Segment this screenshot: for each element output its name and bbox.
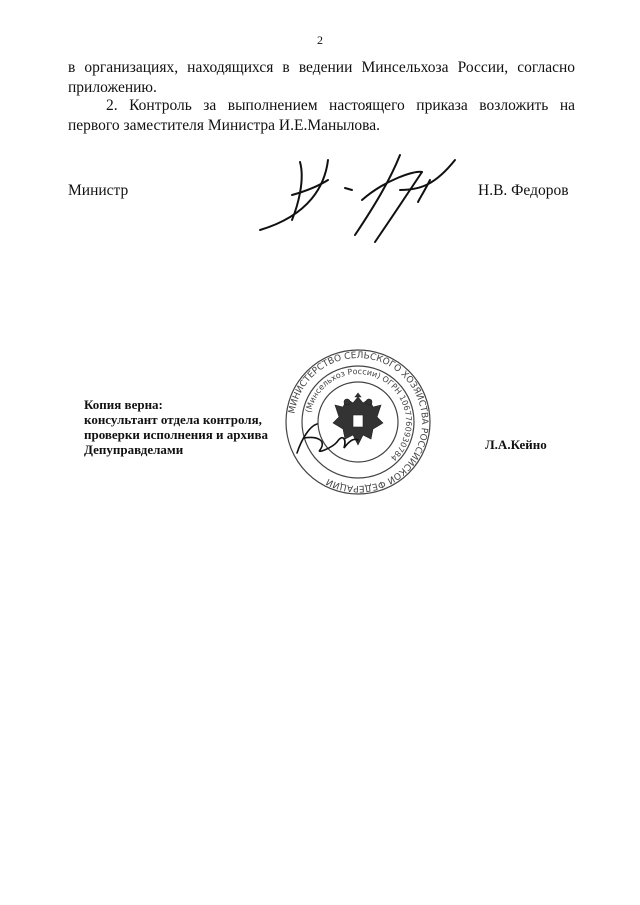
certification-line-2: консультант отдела контроля, <box>84 412 262 427</box>
seal-inner-ring-text: (Минсельхоз России) ОГРН 1067760930784 <box>303 366 414 463</box>
signatory-name: Н.В. Федоров <box>478 182 569 199</box>
certifier-signature <box>292 418 362 458</box>
page-number: 2 <box>317 33 323 47</box>
minister-signature <box>250 150 465 250</box>
signatory-title: Министр <box>68 182 129 199</box>
paragraph-2: 2. Контроль за выполнением настоящего приказа возложить на первого заместителя Министра И.Е.Манылова. <box>68 97 575 134</box>
certification-line-1: Копия верна: <box>84 397 163 412</box>
certifier-name: Л.А.Кейно <box>485 437 547 452</box>
certification-line-4: Депуправделами <box>84 442 184 457</box>
paragraph-1: в организациях, находящихся в ведении Минсельхоза России, согласно приложению. <box>68 59 575 96</box>
certification-line-3: проверки исполнения и архива <box>84 427 269 442</box>
certification-block <box>84 397 268 457</box>
seal-outer-ring-text: МИНИСТЕРСТВО СЕЛЬСКОГО ХОЗЯЙСТВА РОССИЙСКОЙ ФЕДЕРАЦИИ <box>287 350 430 494</box>
